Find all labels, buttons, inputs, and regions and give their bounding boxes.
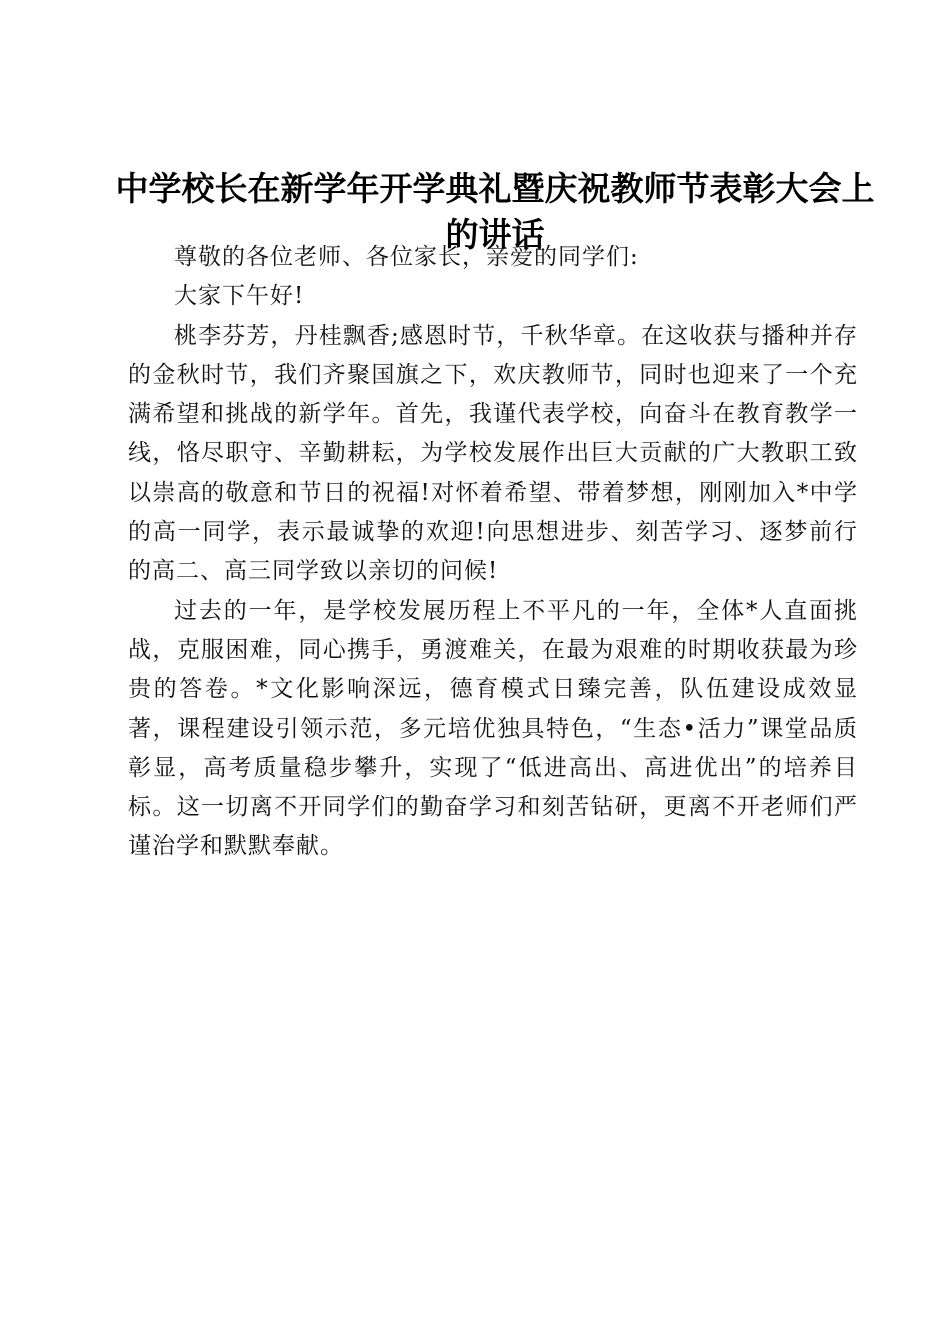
document-body bbox=[128, 238, 858, 867]
document-title: 中学校长在新学年开学典礼暨庆祝教师节表彰大会上的讲话 bbox=[115, 169, 875, 254]
greeting-paragraph: 大家下午好! bbox=[174, 283, 305, 310]
salutation-paragraph: 尊敬的各位老师、各位家长，亲爱的同学们: bbox=[174, 244, 639, 270]
body-paragraph: 桃李芬芳，丹桂飘香;感恩时节，千秋华章。在这收获与播种并存的金秋时节，我们齐聚国旗之下，欢庆教师节，同时也迎来了一个充满希望和挑战的新学年。首先，我谨代表学校，向奋斗在教育教学一线，恪尽职守、辛勤耕耘，为学校发展作出巨大贡献的广大教职工致以崇高的敬意和节日的祝福!对怀着希望、带着梦想，刚刚加入*中学的高一同学，表示最诚挚的欢迎!向思想进步、刻苦学习、逐梦前行的高二、高三同学致以亲切的问候! bbox=[128, 322, 858, 585]
body-paragraph: 过去的一年，是学校发展历程上不平凡的一年，全体*人直面挑战，克服困难，同心携手，勇渡难关，在最为艰难的时期收获最为珍贵的答卷。*文化影响深远，德育模式日臻完善，队伍建设成效显著，课程建设引领示范，多元培优独具特色，“生态•活力”课堂品质彰显，高考质量稳步攀升，实现了“低进高出、高进优出”的培养目标。这一切离不开同学们的勤奋学习和刻苦钻研，更离不开老师们严谨治学和默默奉献。 bbox=[128, 597, 858, 860]
